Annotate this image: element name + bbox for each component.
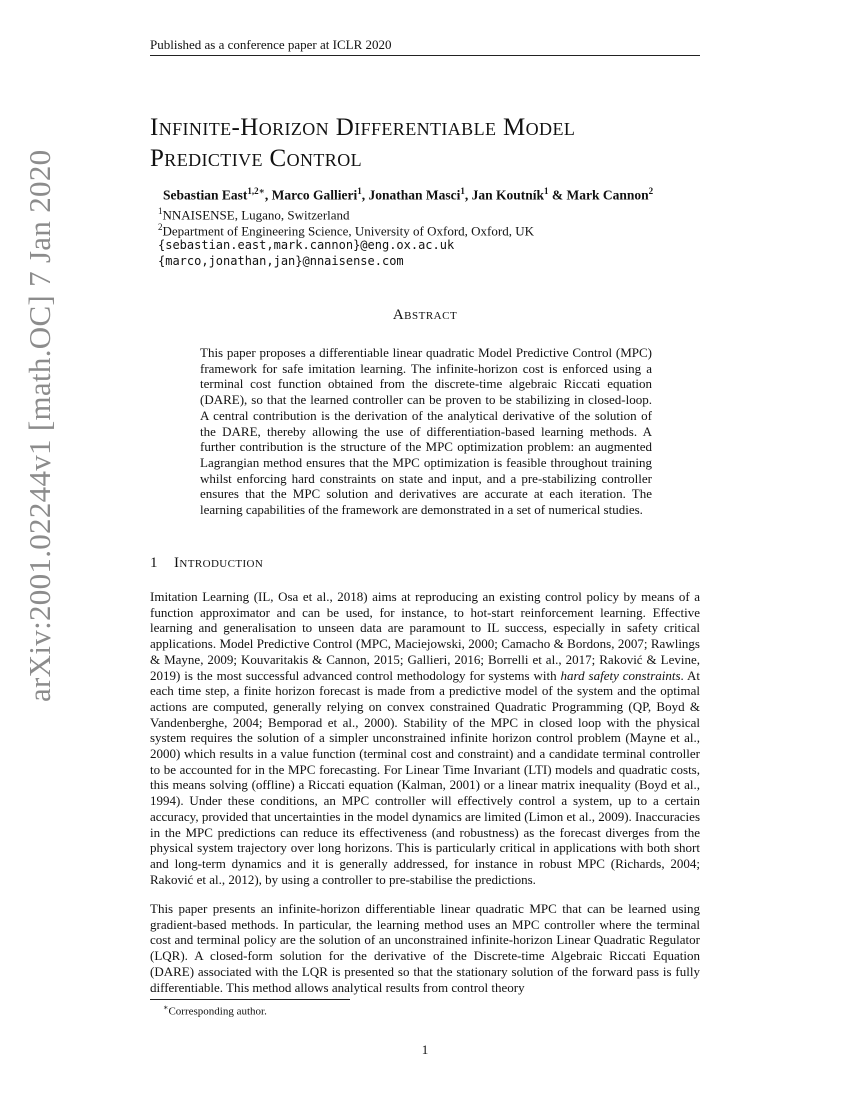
author-marks: 1,2∗ [247,186,265,196]
author-separator: , [361,187,369,203]
author-marks: 1 [460,186,465,196]
body-paragraph [150,589,700,887]
author-marks: 2 [648,186,654,196]
body-paragraph: This paper presents an infinite-horizon differentiable linear quadratic MPC that can be learned using gradient-based methods. In particular, the learning method uses an MPC controller where the terminal cost and terminal policy are the solution of an unconstrained infinite-horizon Linear Quadratic Regulator (LQR). A closed-form solution for the derivative of the Discrete-time Algebraic Riccati Equation (DARE) associated with the LQR is presented so that the stationary solution of the forward pass is fully differentiable. This method allows analytical results from control theory [150,901,700,995]
section-heading [150,555,263,572]
title-line-2: Predictive Control [150,145,363,172]
section-title: Introduction [174,555,264,571]
affiliation [158,206,350,223]
author-marks: 1 [544,186,549,196]
page-number: 1 [421,1042,429,1057]
abstract-text: This paper proposes a differentiable linear quadratic Model Predictive Control (MPC) framework for safe imitation learning. The infinite-horizon cost is enforced using a terminal cost function obtained from the discrete-time algebraic Riccati equation (DARE), so that the learned controller can be proven to be stabilizing in closed-loop. A central contribution is the derivation of the analytical derivative of the solution of the DARE, thereby allowing the use of differentiation-based learning methods. A further contribution is the structure of the MPC optimization problem: an augmented Lagrangian method ensures that the MPC optimization is feasible throughout training whilst enforcing hard constraints on state and input, and a pre-stabilizing controller ensures that the MPC solution and derivatives are accurate at each iteration. The learning capabilities of the framework are demonstrated in a set of numerical studies. [200,345,652,518]
affiliation-text: Department of Engineering Science, University of Oxford, Oxford, UK [162,223,534,239]
author-name: Marco Gallieri [271,187,358,203]
author-name: Jonathan Masci [368,187,461,203]
header-rule [150,55,700,56]
footnote-mark: ∗ [163,1003,169,1012]
section-number: 1 [150,555,158,571]
paragraph-text: Imitation Learning (IL, Osa et al., 2018) aims at reproducing an existing control policy by means of a function approximator and can be used, for instance, to hot-start reinforcement learning. Effective learning and generalisation to unseen data are paramount to IL success, especially in safety critical applications. Model Predictive Control (MPC, Maciejowski, 2000; Camacho & Bordons, 2007; Rawlings & Mayne, 2009; Kouvaritakis & Cannon, 2015; Gallieri, 2016; Borrelli et al., 2017; Raković & Levine, 2019) is the most successful advanced control methodology for systems with [150,589,700,683]
author-separator: , [264,187,272,203]
email-address: {marco,jonathan,jan}@nnaisense.com [158,254,404,268]
affiliation [158,222,534,239]
footnote-rule [150,999,350,1000]
email-address: {sebastian.east,mark.cannon}@eng.ox.ac.uk [158,238,455,252]
author-name: Sebastian East [163,187,248,203]
author-separator: & [548,187,567,203]
paragraph-text: . At each time step, a finite horizon forecast is made from a predictive model of the system and the optimal actions are computed, generally relying on convex constrained Quadratic Programming (QP, Boyd & Vandenberghe, 2004; Bemporad et al., 2000). Stability of the MPC in closed loop with the physical system requires the solution of a simpler unconstrained infinite horizon control problem (Mayne et al., 2000) which results in a value function (terminal cost and constraint) and a candidate terminal controller to be accounted for in the MPC forecasting. For Linear Time Invariant (LTI) models and quadratic costs, this means solving (offline) a Riccati equation (Kalman, 2001) or a linear matrix inequality (Boyd et al., 1994). Under these conditions, an MPC controller will effectively control a system, up to a certain accuracy, provided that uncertainties in the model dynamics are limited (Limon et al., 2009). Inaccuracies in the MPC predictions can reduce its effectiveness (and robustness) as the forecast diverges from the physical system trajectory over long horizons. This is particularly critical in applications with both short and long-term dynamics and it is generally addressed, for instance in robust MPC (Richards, 2004; Raković et al., 2012), by using a controller to pre-stabilise the predictions. [150,667,700,887]
arxiv-stamp-text: arXiv:2001.02244v1 [math.OC] 7 Jan 2020 [22,149,57,702]
author-name: Jan Koutník [471,187,545,203]
author-name: Mark Cannon [566,187,649,203]
author-separator: , [464,187,472,203]
affiliation-text: NNAISENSE, Lugano, Switzerland [162,207,350,223]
running-head: Published as a conference paper at ICLR 2020 [150,37,392,52]
footnote [163,1003,267,1018]
affiliation-mark: 1 [158,206,163,216]
abstract-heading: Abstract [392,307,458,323]
affiliation-mark: 2 [158,222,163,232]
paper-title [150,112,710,174]
title-line-1: Infinite-Horizon Differentiable Model [150,114,576,141]
author-list [163,186,653,204]
emphasis-text: hard safety constraints [560,667,681,683]
author-marks: 1 [357,186,362,196]
footnote-text: Corresponding author. [168,1005,267,1018]
